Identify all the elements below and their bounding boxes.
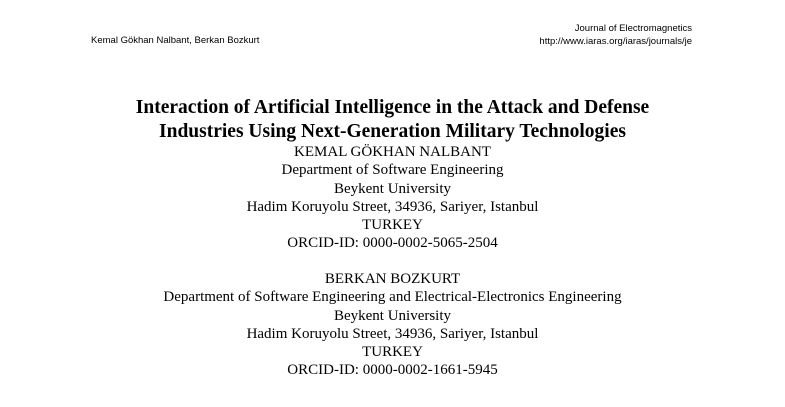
author-orcid: ORCID-ID: 0000-0002-1661-5945	[287, 362, 498, 379]
author-name: KEMAL GÖKHAN NALBANT	[294, 144, 491, 160]
running-header-authors: Kemal Gökhan Nalbant, Berkan Bozkurt	[91, 35, 260, 46]
author-address: Hadim Koruyolu Street, 34936, Sariyer, Istanbul	[246, 325, 539, 342]
paper-title-line-2: Industries Using Next-Generation Military Technologies	[159, 121, 626, 142]
author-address: Hadim Koruyolu Street, 34936, Sariyer, Istanbul	[246, 198, 539, 215]
author-department: Department of Software Engineering and Electrical-Electronics Engineering	[163, 289, 622, 306]
paper-title	[0, 96, 785, 144]
journal-url: http://www.iaras.org/iaras/journals/je	[539, 36, 692, 47]
author-orcid: ORCID-ID: 0000-0002-5065-2504	[287, 235, 498, 252]
author-name: BERKAN BOZKURT	[324, 271, 461, 287]
author-country: TURKEY	[362, 217, 423, 234]
author-university: Beykent University	[333, 180, 452, 197]
author-university: Beykent University	[333, 307, 452, 324]
journal-name: Journal of Electromagnetics	[574, 23, 692, 34]
author-block-1	[0, 143, 785, 253]
author-department: Department of Software Engineering	[281, 162, 504, 179]
author-country: TURKEY	[362, 344, 423, 361]
author-block-2	[0, 270, 785, 380]
paper-title-line-1: Interaction of Artificial Intelligence in the Attack and Defense	[135, 97, 650, 118]
running-header-journal	[539, 22, 692, 48]
